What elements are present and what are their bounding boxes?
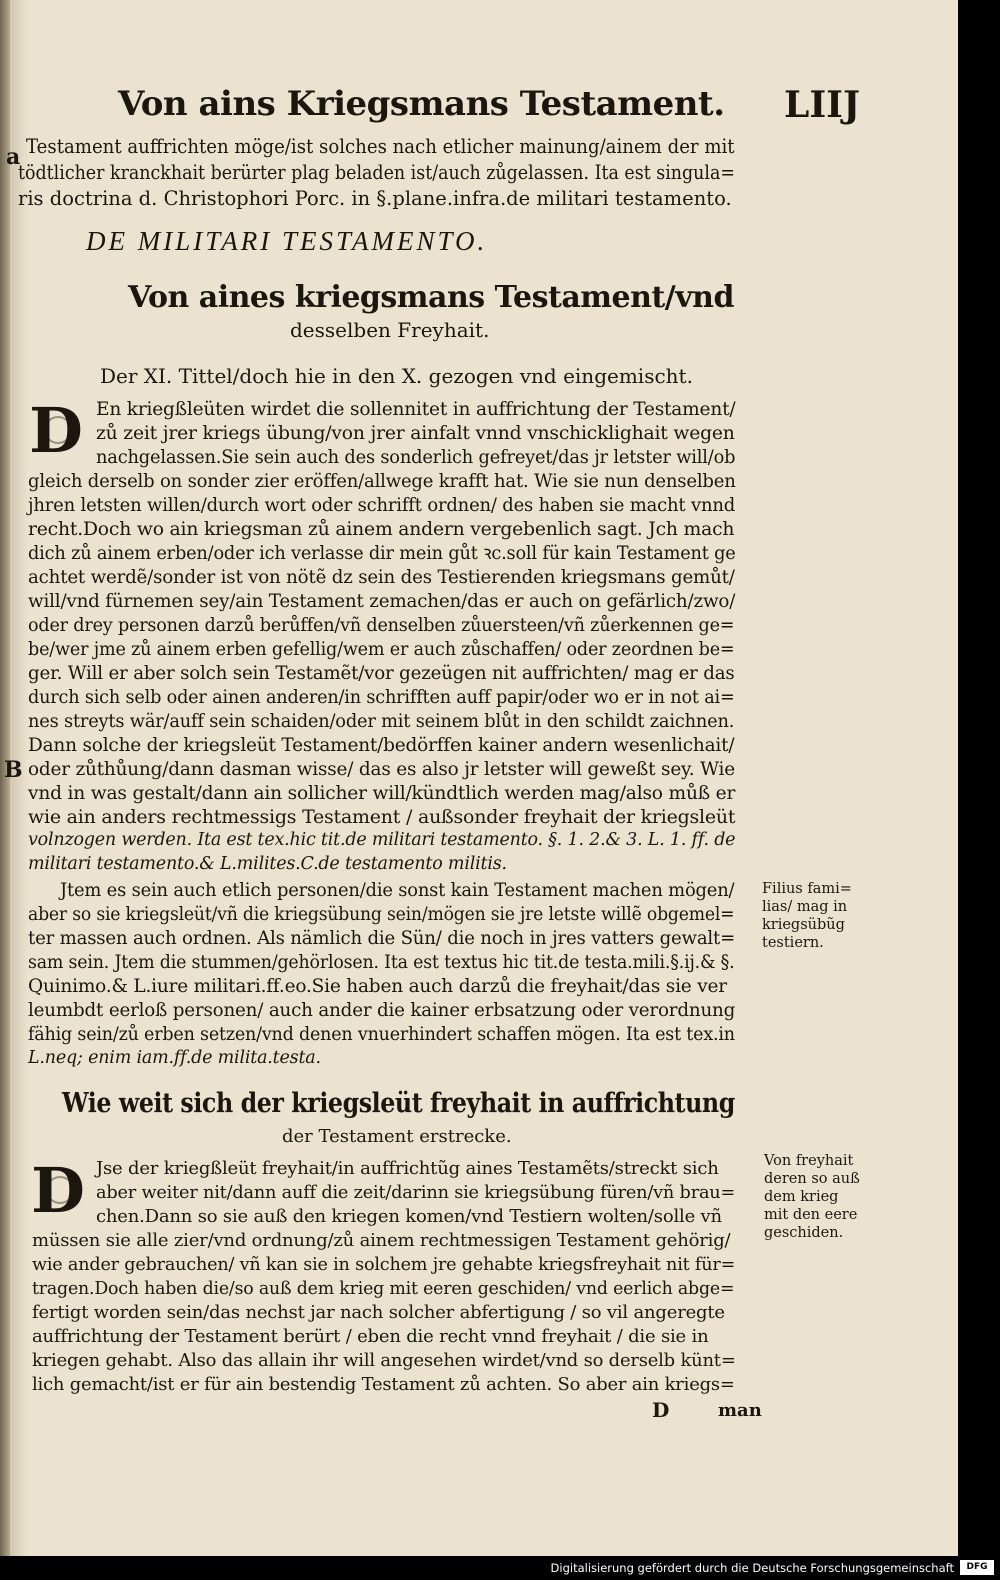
text-line: müssen sie alle zier/vnd ordnung/zů ainem rechtmessigen Testament gehörig/	[32, 1230, 731, 1251]
text-line: Jtem es sein auch etlich personen/die sonst kain Testament machen mögen/	[60, 880, 735, 901]
text-line: En kriegßleüten wirdet die sollennitet in auffrichtung der Testament/	[96, 398, 736, 420]
margin-note-line: dem krieg	[764, 1189, 839, 1205]
title-line: Der XI. Tittel/doch hie in den X. gezogen vnd eingemischt.	[100, 364, 693, 388]
margin-note-line: kriegsübũg	[762, 917, 845, 933]
text-line: militari testamento.& L.milites.C.de testamento militis.	[28, 854, 507, 874]
text-line: aber weiter nit/dann auff die zeit/darinn sie kriegsübung füren/vñ brau=	[96, 1182, 736, 1203]
text-line: tragen.Doch haben die/so auß dem krieg mit eeren geschiden/ vnd eerlich abge=	[32, 1278, 735, 1299]
dfg-logo: DFG	[960, 1560, 994, 1575]
text-line: sam sein. Jtem die stummen/gehörlosen. Ita est textus hic tit.de testa.mili.§.ij.& §.	[28, 952, 735, 973]
intro-mark: a	[6, 144, 21, 170]
section-heading-1: Von aines kriegsmans Testament/vnd	[128, 280, 734, 315]
text-line: leumbdt eerloß personen/ auch ander die kainer erbsatzung oder verordnung	[28, 1000, 736, 1021]
margin-note-line: Von freyhait	[764, 1153, 854, 1169]
text-line: Dann solche der kriegsleüt Testament/bedörffen kainer andern wesenlichait/	[28, 734, 735, 756]
text-line: oder drey personen darzů berůffen/vñ denselben zůuersteen/vñ zůerkennen ge=	[28, 614, 735, 636]
text-line: lich gemacht/ist er für ain bestendig Testament zů achten. So aber ain kriegs=	[32, 1374, 735, 1395]
text-line: durch sich selb oder ainen anderen/in schrifften auff papir/oder wo er in not ai=	[28, 686, 735, 708]
text-line: volnzogen werden. Ita est tex.hic tit.de militari testamento. §. 1. 2.& 3. L. 1. ff. de	[28, 830, 736, 850]
text-line: gleich derselb on sonder zier eröffen/allwege krafft hat. Wie sie nun denselben	[28, 470, 736, 492]
intro-line: ris doctrina d. Christophori Porc. in §.plane.infra.de militari testamento.	[18, 187, 732, 210]
intro-line: Testament auffrichten möge/ist solches nach etlicher mainung/ainem der mit	[26, 135, 735, 158]
text-line: Quinimo.& L.iure militari.ff.eo.Sie haben auch darzů die freyhait/das sie ver	[28, 976, 727, 997]
section-subheading-2: der Testament erstrecke.	[282, 1126, 512, 1147]
digitization-footer	[0, 1556, 1000, 1580]
section-subheading-1: desselben Freyhait.	[290, 318, 490, 342]
text-line: vnd in was gestalt/dann ain sollicher will/kündtlich werden mag/also můß er	[28, 782, 736, 804]
text-line: ter massen auch ordnen. Als nämlich die Sün/ die noch in jres vatters gewalt=	[28, 928, 736, 949]
text-line: nachgelassen.Sie sein auch des sonderlich gefreyet/das jr letster will/ob	[96, 446, 736, 468]
text-line: Jse der kriegßleüt freyhait/in auffrichtũg aines Testamẽts/streckt sich	[96, 1158, 719, 1179]
folio-number: LIIJ	[784, 84, 861, 126]
signature-mark: D	[652, 1398, 670, 1422]
funding-notice: Digitalisierung gefördert durch die Deutsche Forschungsgemeinschaft	[550, 1561, 954, 1575]
margin-note-line: mit den eere	[764, 1207, 858, 1223]
text-line: dich zů ainem erben/oder ich verlasse dir mein gůt ꝛc.soll für kain Testament ge	[28, 542, 736, 564]
margin-note-line: Filius fami=	[762, 881, 852, 897]
text-line: fertigt worden sein/das nechst jar nach solcher abfertigung / so vil angeregte	[32, 1302, 725, 1323]
text-line: jhren letsten willen/durch wort oder schrifft ordnen/ des haben sie macht vnnd	[28, 494, 736, 516]
margin-note-line: geschiden.	[764, 1225, 844, 1241]
text-line: chen.Dann so sie auß den kriegen komen/vnd Testiern wolten/solle vñ	[96, 1206, 722, 1227]
text-line: will/vnd fürnemen sey/ain Testament zemachen/das er auch on gefärlich/zwo/	[28, 590, 736, 612]
text-line: L.neq; enim iam.ff.de milita.testa.	[28, 1048, 321, 1068]
catchword: man	[718, 1400, 762, 1421]
decorated-initial-2: D	[28, 1156, 88, 1226]
decorated-initial-1: D	[26, 396, 86, 466]
section-heading-2: Wie weit sich der kriegsleüt freyhait in auffrichtung	[62, 1088, 735, 1119]
margin-note-line: testiern.	[762, 935, 824, 951]
text-line: oder zůthůung/dann dasman wisse/ das es also jr letster will geweßt sey. Wie	[28, 758, 735, 780]
text-line: be/wer jme zů ainem erben gefellig/wem er auch zůschaffen/ oder zeordnen be=	[28, 638, 735, 660]
section-mark-b: B	[4, 757, 23, 783]
text-line: fähig sein/zů erben setzen/vnd denen vnuerhindert schaffen mögen. Ita est tex.in	[28, 1024, 735, 1045]
text-line: aber so sie kriegsleüt/vñ die kriegsübung sein/mögen sie jre letste willẽ obgemel=	[28, 904, 735, 925]
text-line: wie ander gebrauchen/ vñ kan sie in solchem jre gehabte kriegsfreyhait nit für=	[32, 1254, 736, 1275]
text-line: ger. Will er aber solch sein Testamẽt/vor gezeügen nit auffrichten/ mag er das	[28, 662, 735, 684]
text-line: achtet werdẽ/sonder ist von nötẽ dz sein des Testierenden kriegsmans gemůt/	[28, 566, 735, 588]
text-line: auffrichtung der Testament berürt / eben die recht vnnd freyhait / die sie in	[32, 1326, 709, 1347]
text-line: zů zeit jrer kriegs übung/von jrer ainfalt vnnd vnschicklighait wegen	[96, 422, 735, 444]
margin-note-line: lias/ mag in	[762, 899, 848, 915]
text-line: wie ain anders rechtmessigs Testament / außsonder freyhait der kriegsleüt	[28, 806, 736, 828]
intro-line: tödtlicher kranckhait berürter plag beladen ist/auch zůgelassen. Ita est singula=	[18, 161, 735, 184]
running-head: Von ains Kriegsmans Testament.	[118, 84, 725, 124]
text-line: recht.Doch wo ain kriegsman zů ainem andern vergebenlich sagt. Jch mach	[28, 518, 735, 540]
text-line: nes streyts wär/auff sein schaiden/oder mit seinem blůt in den schildt zaichnen.	[28, 710, 735, 732]
text-line: kriegen gehabt. Also das allain ihr will angesehen wirdet/vnd so derselb künt=	[32, 1350, 736, 1371]
margin-note-line: deren so auß	[764, 1171, 860, 1187]
section-title-latin: DE MILITARI TESTAMENTO.	[86, 226, 488, 256]
